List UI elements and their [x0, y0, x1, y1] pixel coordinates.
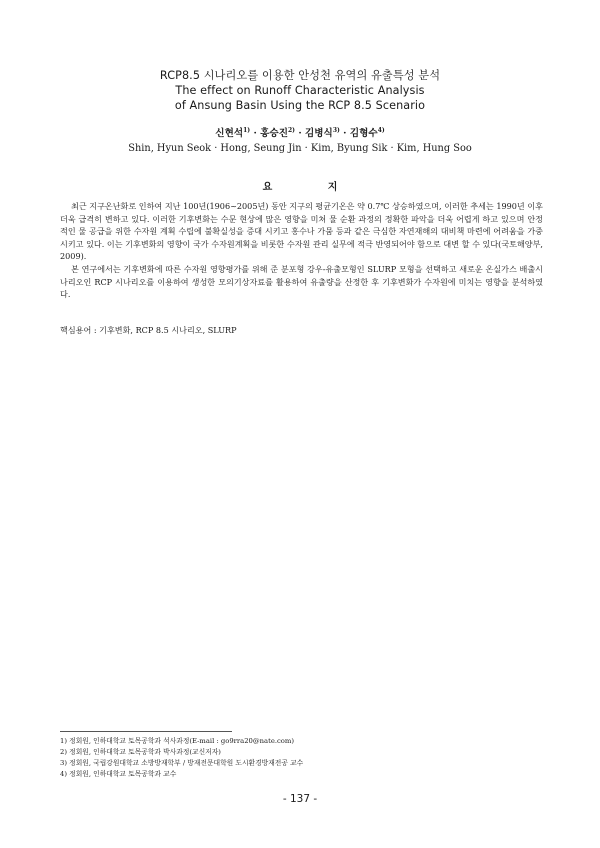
authors-korean [0, 127, 600, 140]
author-name: 홍승진 [260, 128, 288, 139]
author-name: 김병식 [305, 128, 333, 139]
footnote: 2) 정회원, 인하대학교 토목공학과 박사과정(교신저자) [60, 748, 221, 756]
author-block [0, 127, 600, 155]
author-footnote-mark: 3) [332, 126, 340, 134]
abstract-paragraph: 본 연구에서는 기후변화에 따른 수자원 영향평가를 위해 준 분포형 강우-유출모형인 SLURP 모형을 선택하고 새로운 온실가스 배출시나리오인 RCP 시나리오를 이용하여 생성한 모의기상자료를 활용하여 유출량을 산정한 후 기후변화가 수자원에 미치는 영향을 분석하였다. [60, 263, 543, 300]
author-separator: · [339, 128, 350, 139]
author-separator: · [250, 128, 261, 139]
footnote-divider [60, 731, 232, 732]
title-english-line1: The effect on Runoff Characteristic Analysis [175, 84, 425, 97]
author-separator: · [294, 128, 306, 139]
abstract-paragraph: 최근 지구온난화로 인하여 지난 100년(1906~2005년) 동안 지구의 평균기온은 약 0.7℃ 상승하였으며, 이러한 추세는 1990년 이후 더욱 급격히 변하고 있다. 이러한 기후변화는 수문 현상에 많은 영향을 미쳐 물 순환 과정의 정확한 파악을 더욱 어렵게 하고 있으며 안정적인 물 공급을 위한 수자원 계획 수립에 불확실성을 증대 시키고 홍수나 가뭄 등과 같은 극심한 자연재해의 대비책 마련에 어려움을 가중시키고 있다. 이는 기후변화의 영향이 국가 수자원계획을 비롯한 수자원 관리 실무에 적극 반영되어야 함으로 대변 할 수 있다(국토해양부, 2009). [60, 201, 543, 262]
paper-title [0, 68, 600, 113]
author-footnote-mark: 4) [377, 126, 385, 134]
title-english-line2: of Ansung Basin Using the RCP 8.5 Scenario [174, 99, 426, 112]
abstract-heading: 요 지 [262, 182, 364, 193]
author-name: 신현석 [215, 128, 244, 139]
footnotes [60, 736, 543, 780]
footnote: 3) 정회원, 국립강원대학교 소방방재학부 / 방재전문대학원 도시환경방재전공 교수 [60, 759, 304, 767]
footnote: 1) 정회원, 인하대학교 토목공학과 석사과정(E-mail : go9rra20@nate.com) [60, 737, 294, 745]
author-name: 김형수 [349, 128, 378, 139]
abstract-body [60, 200, 543, 301]
title-korean: RCP8.5 시나리오를 이용한 안성천 유역의 유출특성 분석 [159, 69, 441, 82]
page-number: - 137 - [282, 793, 318, 805]
authors-english: Shin, Hyun Seok · Hong, Seung Jin · Kim, Byung Sik · Kim, Hung Soo [128, 143, 472, 154]
keywords: 핵심용어 : 기후변화, RCP 8.5 시나리오, SLURP [60, 325, 237, 335]
footnote: 4) 정회원, 인하대학교 토목공학과 교수 [60, 770, 177, 778]
author-footnote-mark: 1) [243, 126, 251, 134]
author-footnote-mark: 2) [287, 126, 295, 134]
